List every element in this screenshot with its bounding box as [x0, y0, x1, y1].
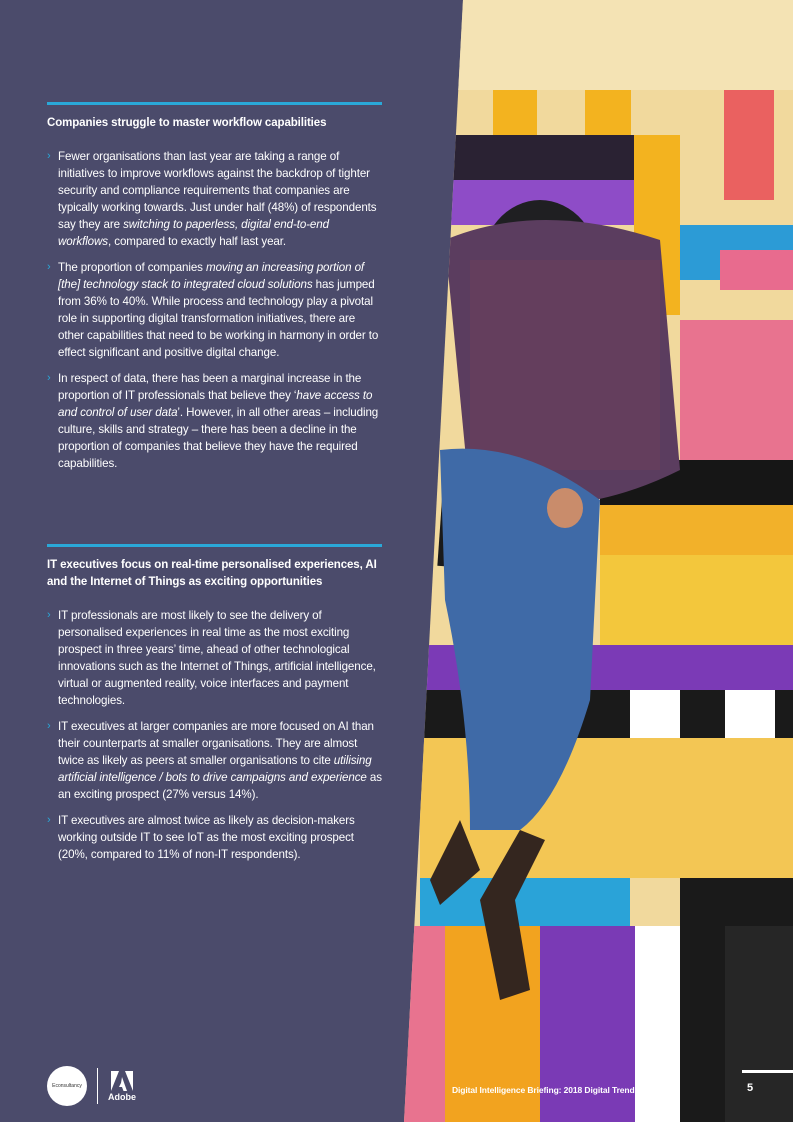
- footer-logos: [47, 1065, 136, 1107]
- list-item: › IT executives are almost twice as likely as decision-makers working outside IT to see IoT as the most exciting prospect (20%, compared to 11% of non-IT respondents).: [47, 812, 382, 863]
- adobe-logo: Adobe: [108, 1071, 136, 1102]
- section-heading: IT executives focus on real-time personalised experiences, AI and the Internet of Things as exciting opportunities: [47, 559, 377, 588]
- page-number: 5: [747, 1082, 754, 1094]
- econsultancy-logo-icon: Econsultancy: [47, 1066, 87, 1106]
- report-title: Digital Intelligence Briefing: 2018 Digital Trends in IT: [452, 1085, 659, 1095]
- page-number-rule: [742, 1070, 793, 1073]
- section-rule: [47, 102, 382, 105]
- section-heading: Companies struggle to master workflow capabilities: [47, 117, 327, 129]
- list-item: › The proportion of companies moving an increasing portion of [the] technology stack to integrated cloud solutions has jumped from 36% to 40%. While process and technology play a pivotal role in supporting digital transformation initiatives, there are other capabilities that need to be working in harmony in order to effect significant and positive digital change.: [47, 259, 382, 361]
- section-it-executives: [47, 544, 382, 872]
- bullet-list: [47, 148, 382, 472]
- section-workflow: [47, 102, 382, 481]
- list-item: › In respect of data, there has been a marginal increase in the proportion of IT professionals that believe they ‘have access to and control of user data’. However, in all other areas – including culture, skills and strategy – there has been a decline in the proportion of companies that believe they have the required capabilities.: [47, 370, 382, 472]
- list-item: › IT professionals are most likely to see the delivery of personalised experiences in real time as the most exciting prospect in three years’ time, ahead of other technological innovations such as the Internet of Things, artificial intelligence, virtual or augmented reality, voice interfaces and payment technologies.: [47, 607, 382, 709]
- list-item: › IT executives at larger companies are more focused on AI than their counterparts at smaller organisations. They are almost twice as likely as peers at smaller organisations to cite utilising artificial intelligence / bots to drive campaigns and experience as an exciting prospect (27% versus 14%).: [47, 718, 382, 803]
- logo-divider: [97, 1068, 98, 1104]
- section-rule: [47, 544, 382, 547]
- adobe-logo-icon: [111, 1071, 133, 1091]
- bullet-list: [47, 607, 382, 863]
- list-item: › Fewer organisations than last year are taking a range of initiatives to improve workflows against the backdrop of tighter security and compliance requirements that companies are typically working towards. Just under half (48%) of respondents say they are switching to paperless, digital end-to-end workflows, compared to exactly half last year.: [47, 148, 382, 250]
